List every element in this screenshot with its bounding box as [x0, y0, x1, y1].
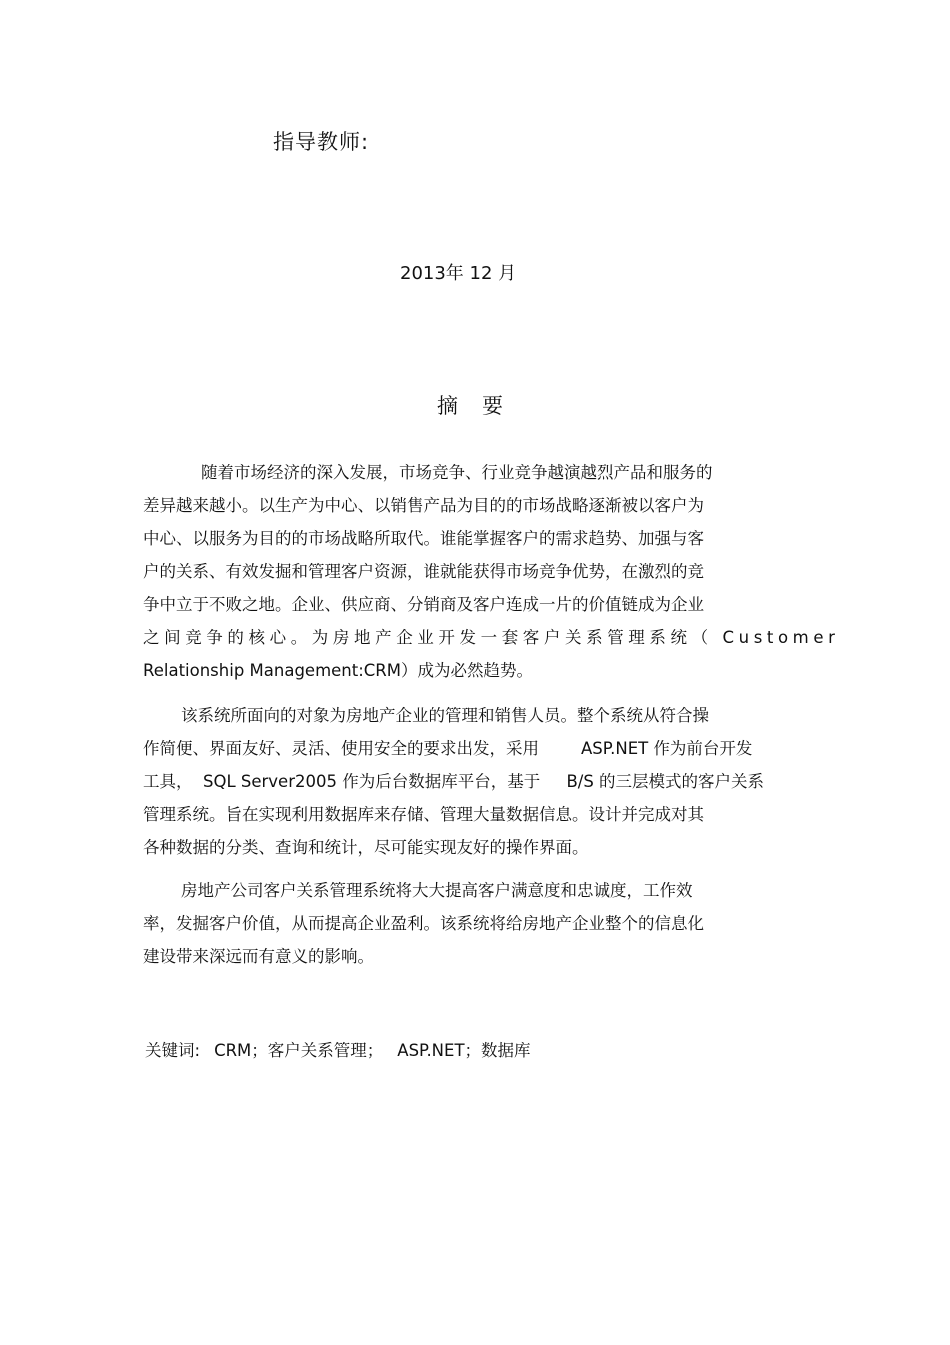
- keywords: [145, 1040, 531, 1062]
- paragraph-line: 该系统所面向的对象为房地产企业的管理和销售人员。整个系统从符合操: [181, 706, 709, 725]
- abstract-title: 摘要: [437, 394, 527, 418]
- keyword-group: ASP.NET；数据库: [397, 1041, 531, 1060]
- paragraph-line: Relationship Management:CRM）成为必然趋势。: [143, 661, 534, 680]
- advisor-label: 指导教师:: [273, 130, 370, 154]
- paragraph-line: 随着市场经济的深入发展，市场竞争、行业竞争越演越烈产品和服务的: [201, 463, 713, 482]
- paragraph-line: 差异越来越小。以生产为中心、以销售产品为目的的市场战略逐渐被以客户为: [143, 496, 704, 515]
- paragraph-line: 之间竞争的核心。为房地产企业开发一套客户关系管理系统（ Customer: [143, 628, 840, 647]
- paragraph-line: 户的关系、有效发掘和管理客户资源，谁就能获得市场竞争优势，在激烈的竞: [143, 562, 704, 581]
- paragraph-line: 管理系统。旨在实现利用数据库来存储、管理大量数据信息。设计并完成对其: [143, 805, 704, 824]
- paragraph-line: 房地产公司客户关系管理系统将大大提高客户满意度和忠诚度，工作效: [181, 881, 693, 900]
- date: 2013年 12 月: [400, 263, 517, 284]
- paragraph-line: 各种数据的分类、查询和统计，尽可能实现友好的操作界面。: [143, 838, 589, 857]
- paragraph-line: 工具， SQL Server2005 作为后台数据库平台，基于 B/S 的三层模式的客户关系: [143, 772, 765, 791]
- paragraph-line: 建设带来深远而有意义的影响。: [143, 947, 374, 966]
- paragraph-line: 作简便、界面友好、灵活、使用安全的要求出发，采用 ASP.NET 作为前台开发: [143, 739, 753, 758]
- paragraph-line: 中心、以服务为目的的市场战略所取代。谁能掌握客户的需求趋势、加强与客: [143, 529, 704, 548]
- keyword-group: CRM；客户关系管理；: [214, 1041, 384, 1060]
- paragraph-line: 争中立于不败之地。企业、供应商、分销商及客户连成一片的价值链成为企业: [143, 595, 704, 614]
- paragraph-line: 率，发掘客户价值，从而提高企业盈利。该系统将给房地产企业整个的信息化: [143, 914, 704, 933]
- keywords-label: 关键词:: [145, 1041, 201, 1060]
